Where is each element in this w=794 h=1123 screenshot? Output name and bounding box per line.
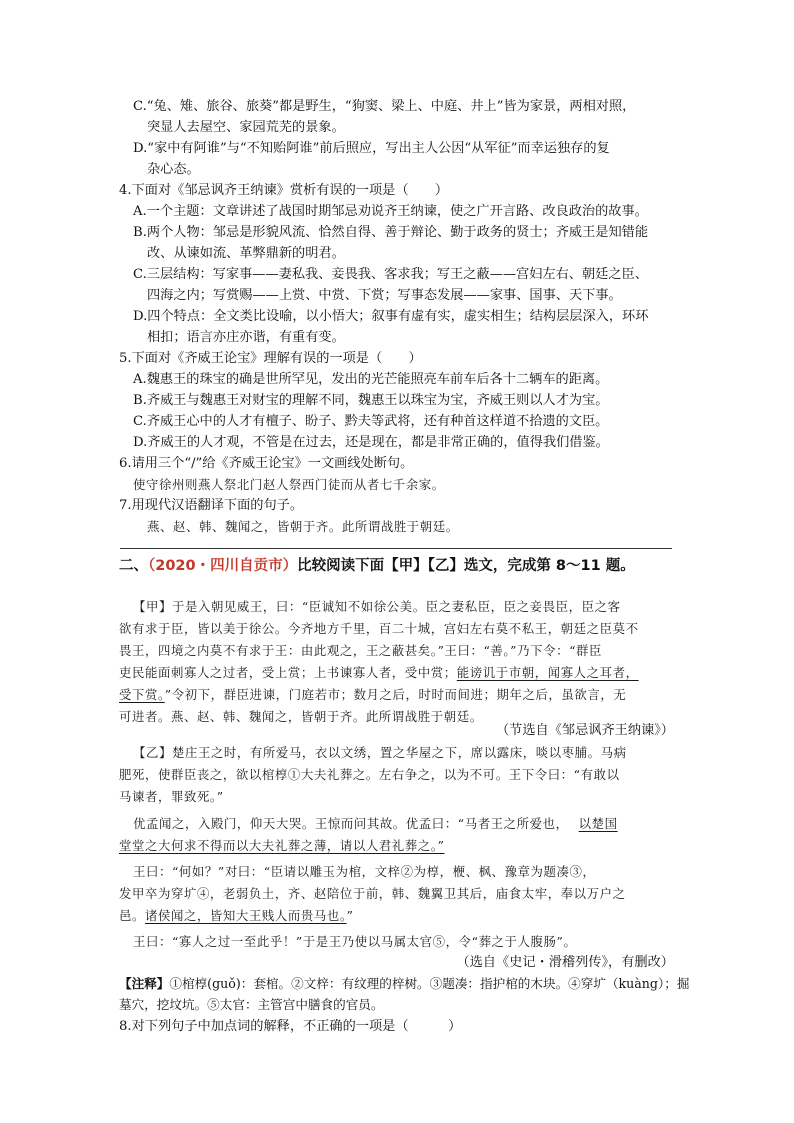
section-divider xyxy=(120,548,672,549)
passage-jia-source: （节选自《邹忌讽齐王纳谏》） xyxy=(495,723,674,738)
passage-yi-line3: 马谏者，罪致死。” xyxy=(119,789,224,804)
q5-stem: 5.下面对《齐威王论宝》理解有误的一项是（ ） xyxy=(119,351,422,366)
passage-yi-source: （选自《史记・滑稽列传》，有删改） xyxy=(456,955,674,970)
notes-tag: 【注释】 xyxy=(119,976,170,991)
q4-option-c-line1: C.三层结构：写家事——妻私我、妾畏我、客求我；写王之蔽——宫妇左右、朝廷之臣、 xyxy=(133,267,648,282)
passage-jia-line1: 【甲】于是入朝见威王，曰：“臣诚知不如徐公美。臣之妻私臣，臣之妾畏臣，臣之客 xyxy=(133,599,621,614)
notes-line1 xyxy=(119,974,689,994)
passage-yi-line7: 发甲卒为穿圹④，老弱负土，齐、赵陪位于前，韩、魏翼卫其后，庙食太牢，奉以万户之 xyxy=(119,886,626,901)
q4-option-b-line2: 改、从谏如流、革弊鼎新的明君。 xyxy=(147,246,345,261)
passage-yi-line4 xyxy=(133,814,618,834)
q3-option-d-line2: 杂心态。 xyxy=(147,162,200,177)
passage-jia-line3: 畏王，四境之内莫不有求于王：由此观之，王之蔽甚矣。”王曰：“善。”乃下令：“群臣 xyxy=(119,643,602,658)
passage-yi-underlined-3: 诸侯闻之，皆知大王贱人而贵马也。 xyxy=(144,908,347,923)
q6-stem: 6.请用三个“/”给《齐威王论宝》一文画线处断句。 xyxy=(119,456,414,471)
notes-line1-text: ①棺椁(guǒ)：套棺。②文梓：有纹理的梓树。③题凑：指护棺的木块。④穿圹（kuàng）；掘 xyxy=(169,976,690,991)
q3-option-d-line1: D.“家中有阿谁”与“不知贻阿谁”前后照应，写出主人公因“从军征”而幸运独存的复 xyxy=(133,141,610,156)
q6-passage-line: 使守徐州则燕人祭北门赵人祭西门徒而从者七千余家。 xyxy=(133,477,445,492)
passage-yi-line1: 【乙】楚庄王之时，有所爱马，衣以文绣，置之华屋之下，席以露床，啖以枣脯。马病 xyxy=(133,745,627,760)
q4-option-b-line1: B.两个人物：邹忌是形貌风流、恰然自得、善于辩论、勤于政务的贤士；齐威王是知错能 xyxy=(133,225,649,240)
q5-option-a: A.魏惠王的珠宝的确是世所罕见，发出的光芒能照亮车前车后各十二辆车的距离。 xyxy=(133,372,609,387)
passage-jia-underlined-1: 能谤讥于市朝，闻寡人之耳者， xyxy=(456,665,639,680)
passage-yi-line2: 肥死，使群臣丧之，欲以棺椁①大夫礼葬之。左右争之，以为不可。王下令曰：“有敢以 xyxy=(119,767,620,782)
q8-stem: 8.对下列句子中加点词的解释，不正确的一项是（ ） xyxy=(119,1019,462,1034)
passage-jia-line5-text: ”令初下，群臣进谏，门庭若市；数月之后，时时而间进；期年之后，虽欲言，无 xyxy=(164,687,627,702)
passage-jia-line2: 欲有求于臣，皆以美于徐公。今齐地方千里，百二十城，宫妇左右莫不私王，朝廷之臣莫不 xyxy=(119,621,639,636)
q3-option-c-line1: C.“兔、雉、旅谷、旅葵”都是野生，“狗窦、梁上、中庭、井上”皆为家景，两相对照， xyxy=(133,99,636,114)
q5-option-d: D.齐威王的人才观，不管是在过去，还是现在，都是非常正确的，值得我们借鉴。 xyxy=(133,435,609,450)
section-2-heading xyxy=(119,556,635,576)
q5-option-c: C.齐威王心中的人才有檀子、盼子、黔夫等武将，还有种首这样道不拾遗的文臣。 xyxy=(133,414,609,429)
q4-option-a: A.一个主题：文章讲述了战国时期邹忌劝说齐王纳谏，使之广开言路、改良政治的故事。 xyxy=(133,204,648,219)
q4-option-c-line2: 四海之内；写赏赐——上赏、中赏、下赏；写事态发展——家事、国事、天下事。 xyxy=(147,288,622,303)
passage-yi-line6: 王曰：“何如？”对曰：“臣请以雕玉为棺，文梓②为椁，楩、枫、豫章为题凑③， xyxy=(133,864,596,879)
passage-yi-line8-end: ” xyxy=(346,908,354,923)
notes-line2: 墓穴，挖坟坑。⑤太官：主管宫中膳食的官员。 xyxy=(119,997,384,1012)
q7-sentence: 燕、赵、韩、魏闻之，皆朝于齐。此所谓战胜于朝廷。 xyxy=(147,519,459,534)
section-2-source: （2020・四川自贡市） xyxy=(148,558,298,574)
q4-stem: 4.下面对《邹忌讽齐王纳谏》赏析有误的一项是（ ） xyxy=(119,183,449,198)
section-2-instruction: 比较阅读下面【甲】【乙】选文，完成第 8～11 题。 xyxy=(297,558,635,574)
q3-option-c-line2: 突显人去屋空、家园荒芜的景象。 xyxy=(147,120,345,135)
q4-option-d-line2: 相扣；语言亦庄亦谐，有重有变。 xyxy=(147,330,345,345)
passage-jia-line5 xyxy=(119,685,626,705)
passage-yi-line4-text: 优孟闻之，入殿门，仰天大哭。王惊而问其故。优孟曰：“马者王之所爱也， xyxy=(133,816,569,831)
passage-yi-underlined-2: 堂堂之大何求不得而以大夫礼葬之薄，请以人君礼葬之。” xyxy=(119,838,445,853)
passage-jia-line6: 可进者。燕、赵、韩、魏闻之，皆朝于齐。此所谓战胜于朝廷。 xyxy=(119,709,483,724)
passage-yi-line8 xyxy=(119,906,354,926)
q4-option-d-line1: D.四个特点：全文类比设喻，以小悟大；叙事有虚有实，虚实相生；结构层层深入，环环 xyxy=(133,309,649,324)
passage-yi-line8-start: 邑。 xyxy=(119,908,145,923)
q7-stem: 7.用现代汉语翻译下面的句子。 xyxy=(119,498,304,513)
passage-yi-line9: 王曰：“寡人之过一至此乎！”于是王乃使以马属太官⑤，令“葬之于人腹肠”。 xyxy=(133,934,577,949)
passage-jia-line4 xyxy=(119,663,639,683)
passage-jia-line4-text: 吏民能面刺寡人之过者，受上赏；上书谏寡人者，受中赏； xyxy=(119,665,457,680)
passage-yi-underlined-1: 以楚国 xyxy=(578,816,618,831)
section-2-prefix: 二、 xyxy=(119,558,148,574)
q5-option-b: B.齐威王与魏惠王对财宝的理解不同，魏惠王以珠宝为宝，齐威王则以人才为宝。 xyxy=(133,393,609,408)
passage-jia-underlined-2: 受下赏。 xyxy=(119,687,165,702)
